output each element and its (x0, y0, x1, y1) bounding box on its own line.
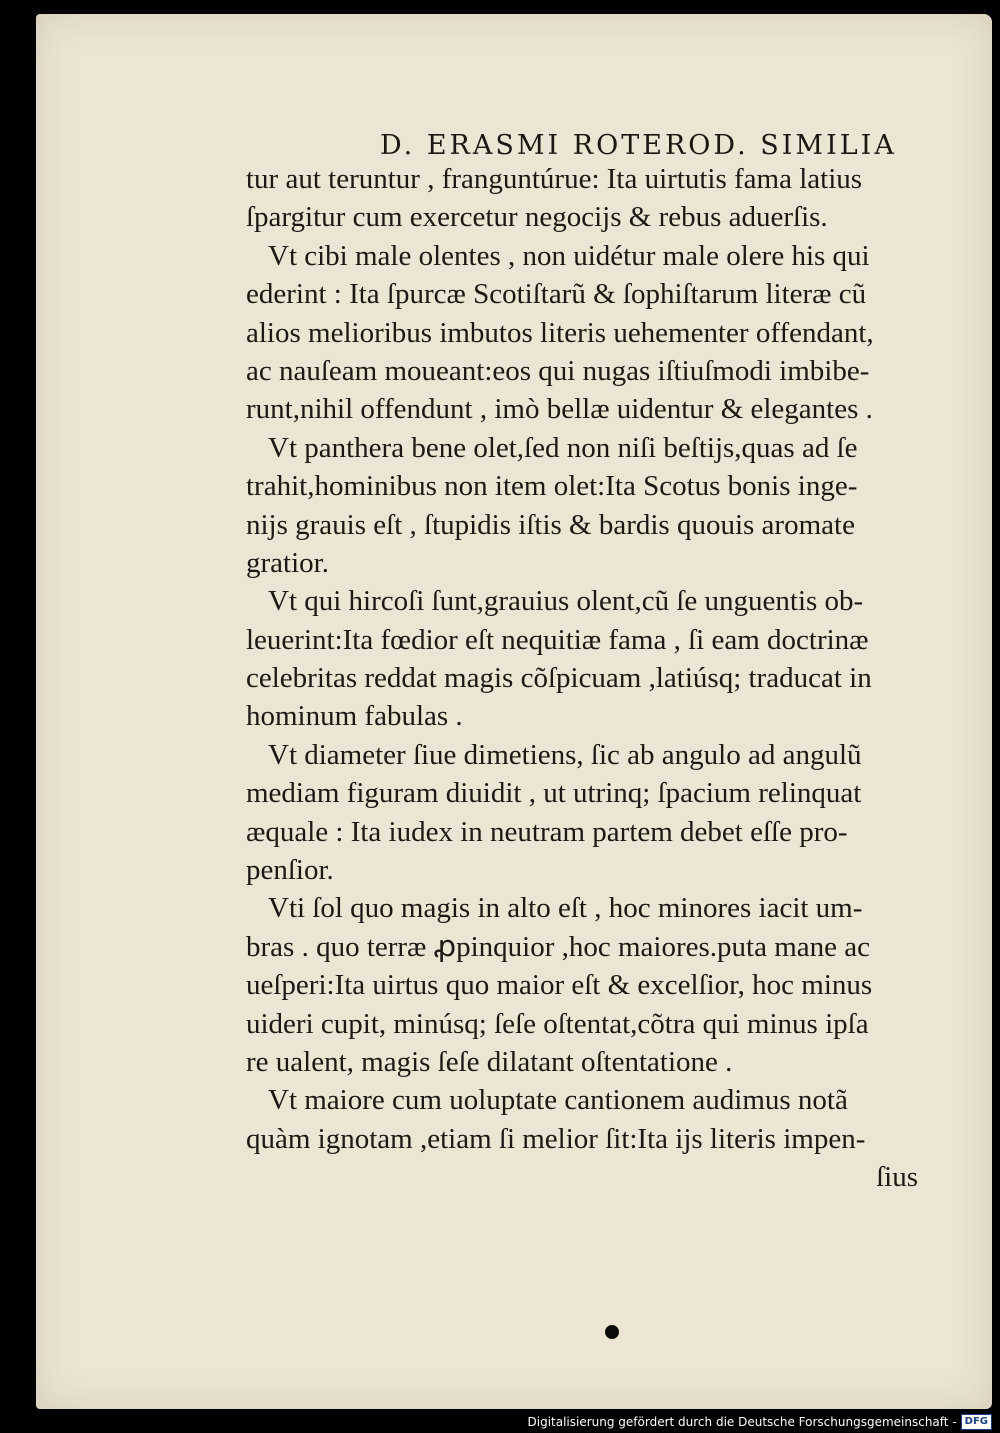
credit-text: Digitalisierung gefördert durch die Deutsche Forschungsgemeinschaft - (527, 1415, 957, 1429)
text-line: gratior. (246, 546, 329, 579)
text-line: penſior. (246, 854, 334, 887)
text-line: quàm ignotam ,etiam ſi melior ſit:Ita ijs literis impen- (246, 1122, 866, 1155)
text-line: ac nauſeam moueant:eos qui nugas iſtiuſmodi imbibe- (246, 354, 870, 387)
text-line: celebritas reddat magis cõſpicuam ,latiúsq; traducat in (246, 662, 872, 695)
text-line: bras . quo terræ ꝓpinquior ,hoc maiores.puta mane ac (246, 930, 871, 963)
page-body-text (246, 160, 936, 1197)
text-line: nijs grauis eſt , ſtupidis iſtis & bardis quouis aromate (246, 508, 855, 541)
text-line: ueſperi:Ita uirtus quo maior eſt & excelſior, hoc minus (246, 969, 873, 1002)
catchword: ſius (876, 1161, 918, 1194)
dfg-logo-icon: DFG (961, 1414, 992, 1430)
digitization-credit (528, 1414, 993, 1430)
text-line: æquale : Ita iudex in neutram partem debet eſſe pro- (246, 815, 848, 848)
text-line: trahit,hominibus non item olet:Ita Scotus bonis inge- (246, 470, 858, 503)
text-line: alios melioribus imbutos literis uehementer offendant, (246, 316, 874, 349)
text-line: runt,nihil offendunt , imò bellæ uidentur & elegantes . (246, 393, 873, 426)
text-line: hominum fabulas . (246, 700, 463, 733)
text-line: mediam figuram diuidit , ut utrinq; ſpacium relinquat (246, 777, 862, 810)
running-header: D. ERASMI ROTEROD. SIMILIA (380, 130, 897, 161)
text-line: ſpargitur cum exercetur negocijs & rebus aduerſis. (246, 201, 828, 234)
text-line: Vt cibi male olentes , non uidétur male olere his qui (268, 239, 870, 272)
text-line: Vt panthera bene olet,ſed non niſi beſtijs,quas ad ſe (268, 431, 858, 464)
text-line: leuerint:Ita fœdior eſt nequitiæ fama , ſi eam doctrinæ (246, 623, 869, 656)
text-line: tur aut teruntur , franguntúrue: Ita uirtutis fama latius (246, 163, 863, 195)
text-line: ederint : Ita ſpurcæ Scotiſtarũ & ſophiſtarum literæ cũ (246, 278, 867, 311)
text-line: Vt maiore cum uoluptate cantionem audimus notã (268, 1084, 848, 1117)
text-line: Vt qui hircoſi ſunt,grauius olent,cũ ſe unguentis ob- (268, 585, 864, 618)
text-line: Vt diameter ſiue dimetiens, ſic ab angulo ad angulũ (268, 738, 862, 771)
text-line: uideri cupit, minúsq; ſeſe oſtentat,cõtra qui minus ipſa (246, 1007, 869, 1040)
text-line: Vti ſol quo magis in alto eſt , hoc minores iacit um- (268, 892, 863, 925)
text-line: re ualent, magis ſeſe dilatant oſtentatione . (246, 1045, 733, 1078)
ink-dot-mark (605, 1325, 619, 1339)
